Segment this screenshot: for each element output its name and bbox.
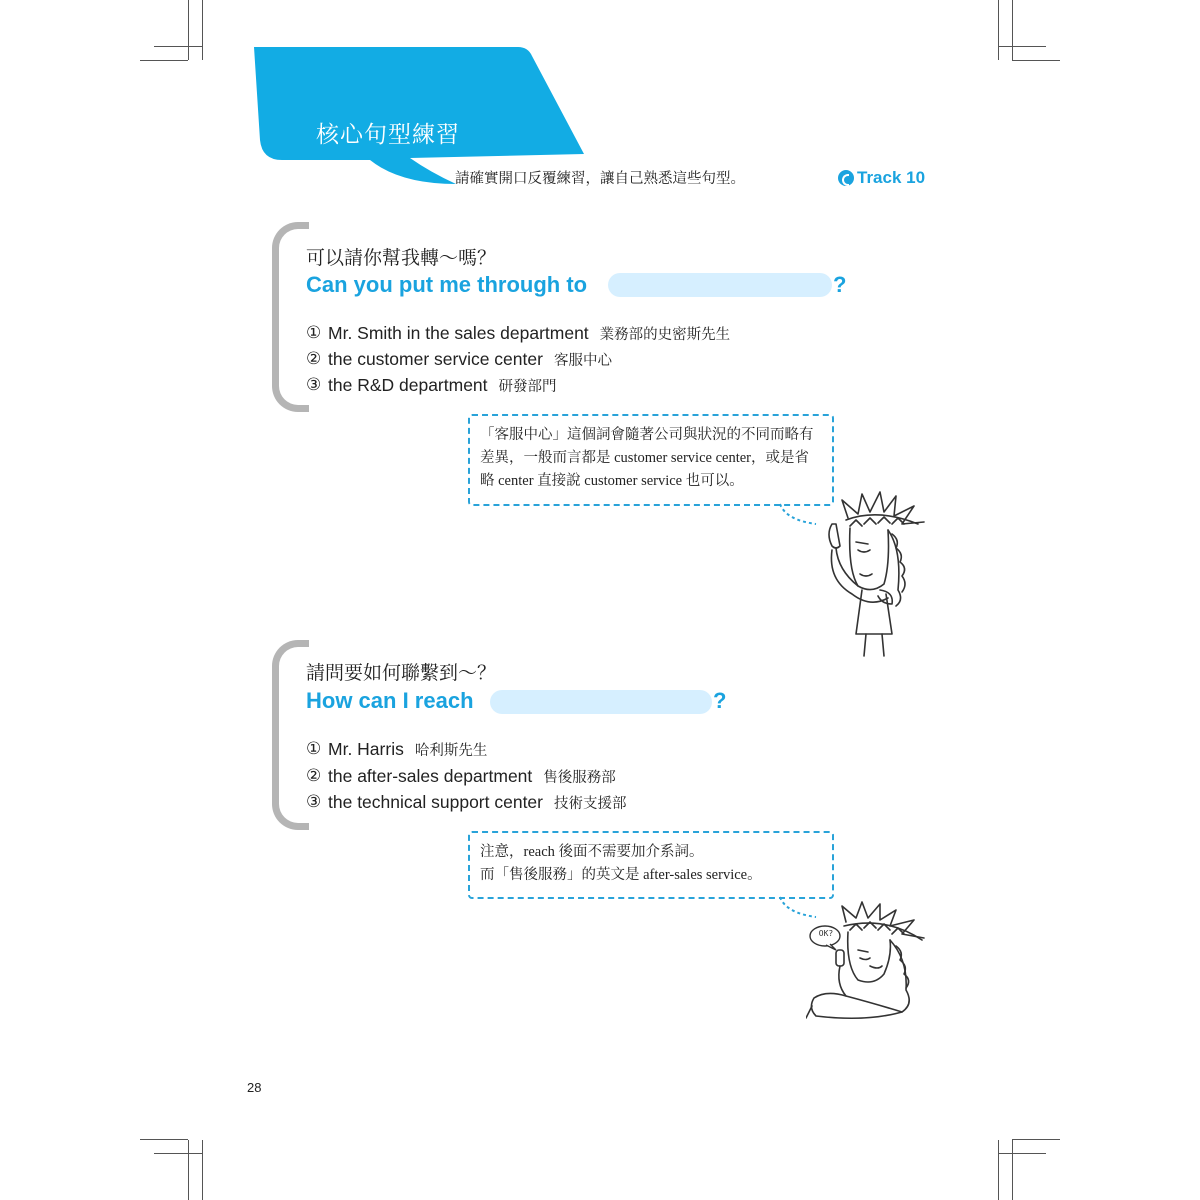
page-number: 28	[247, 1080, 262, 1095]
pattern-2-chinese: 請問要如何聯繫到～？	[306, 662, 497, 684]
audio-track[interactable]	[838, 167, 925, 189]
pattern-1-english: Can you put me through to	[306, 272, 588, 297]
pattern-1-option-2: ② the customer service center 客服中心	[306, 348, 612, 369]
practice-instruction: 請確實開口反覆練習，讓自己熟悉這些句型。	[455, 171, 745, 187]
pattern-2-note: 注意，reach 後面不需要加介系詞。 而「售後服務」的英文是 after-sales service。	[468, 831, 834, 899]
pattern-2-option-1: ① Mr. Harris 哈利斯先生	[306, 738, 488, 759]
track-label: Track 10	[857, 168, 926, 187]
pattern-1-question-mark: ?	[833, 272, 847, 297]
section-title: 核心句型練習	[316, 122, 460, 148]
pattern-1-blank	[608, 273, 832, 297]
audio-disc-icon	[838, 170, 854, 186]
pattern-2-blank	[490, 690, 712, 714]
ok-bubble-text: OK?	[818, 929, 834, 938]
liberty-girl-lying-illustration	[806, 900, 928, 1024]
pattern-1-note: 「客服中心」這個詞會隨著公司與狀況的不同而略有 差異，一般而言都是 customer service center，或是省 略 center 直接說 customer service 也可以。	[468, 414, 834, 506]
liberty-girl-phone-illustration	[818, 490, 930, 660]
pattern-1-option-1: ① Mr. Smith in the sales department 業務部的史密斯先生	[306, 322, 731, 343]
pattern-2-bracket	[272, 640, 309, 830]
pattern-1-option-3: ③ the R&D department 研發部門	[306, 374, 557, 395]
pattern-2-option-2: ② the after-sales department 售後服務部	[306, 765, 616, 786]
pattern-1-chinese: 可以請你幫我轉～嗎？	[306, 247, 497, 269]
pattern-1-bracket	[272, 222, 309, 412]
pattern-2-english: How can I reach	[306, 688, 474, 713]
pattern-2-question-mark: ?	[713, 688, 727, 713]
pattern-2-option-3: ③ the technical support center 技術支援部	[306, 791, 627, 812]
